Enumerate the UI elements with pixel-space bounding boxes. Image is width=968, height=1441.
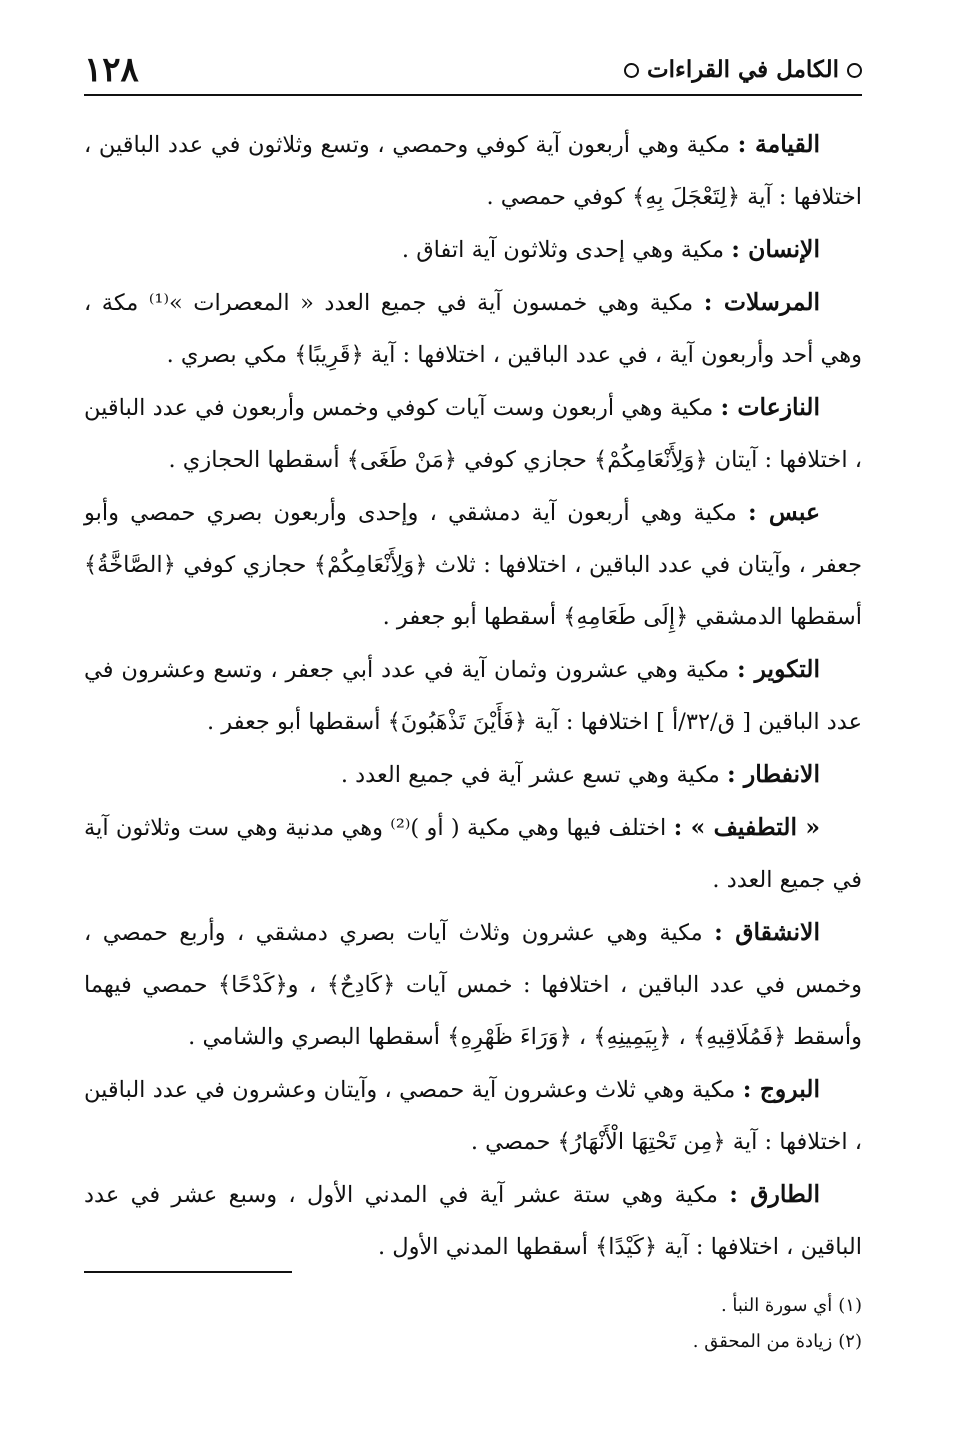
page-number: ١٢٨ <box>84 50 139 90</box>
page-header <box>84 50 862 90</box>
surah-description: مكية وهي ثلاث وعشرون آية حمصي ، وآيتان وعشرون في عدد الباقين ، اختلافها : آية ﴿مِن تَحْتِهَا الْأَنْهَارُ﴾ حمصي . <box>84 1077 862 1155</box>
circle-ornament-icon <box>624 63 639 78</box>
surah-description: مكية وهي عشرون وثلاث آيات بصري دمشقي ، وأربع حمصي ، وخمس في عدد الباقين ، اختلافها : خمس آيات ﴿كَادِحٌ﴾ ، و﴿كَدْحًا﴾ حمصي فيهما وأسقط ﴿فَمُلَاقِيهِ﴾ ، ﴿بِيَمِينِهِ﴾ ، ﴿وَرَاءَ ظَهْرِهِ﴾ أسقطها البصري والشامي . <box>84 920 862 1050</box>
surah-description: مكية وهي أربعون آية دمشقي ، وإحدى وأربعون بصري حمصي وأبو جعفر ، وآيتان في عدد الباقين ، اختلافها : ثلاث ﴿وَلِأَنْعَامِكُمْ﴾ حجازي كوفي ﴿الصَّاخَّةُ﴾ أسقطها الدمشقي ﴿إِلَى طَعَامِهِ﴾ أسقطها أبو جعفر . <box>84 500 862 630</box>
surah-name: المرسلات : <box>703 288 821 316</box>
surah-description: مكية وهي إحدى وثلاثون آية اتفاق . <box>401 237 725 263</box>
surah-description: اختلف فيها وهي مكية ( أو )⁽²⁾ وهي مدنية وهي ست وثلاثون آية في جميع العدد . <box>84 815 862 893</box>
footnote-text: أي سورة النبأ . <box>720 1295 833 1316</box>
running-title-text: الكامل في القراءات <box>647 56 839 83</box>
surah-description: مكية وهي تسع عشر آية في جميع العدد . <box>340 762 720 788</box>
surah-entry <box>84 906 862 1063</box>
surah-entry <box>84 381 862 486</box>
surah-entry <box>84 118 862 223</box>
surah-description: مكية وهي أربعون آية كوفي وحمصي ، وتسع وثلاثون في عدد الباقين ، اختلافها : آية ﴿لِتَعْجَلَ بِهِ﴾ كوفي حمصي . <box>84 132 862 210</box>
header-rule <box>84 94 862 96</box>
surah-description: مكية وهي خمسون آية في جميع العدد « المعصرات »⁽¹⁾ مكة ، وهي أحد وأربعون آية ، في عدد الباقين ، اختلافها : آية ﴿قَرِيبًا﴾ مكي بصري . <box>84 290 862 368</box>
surah-name: الطارق : <box>729 1180 820 1208</box>
surah-entry <box>84 1063 862 1168</box>
surah-entry <box>84 486 862 643</box>
surah-name: الانشقاق : <box>714 918 820 946</box>
footnote-item <box>84 1324 862 1360</box>
surah-entry <box>84 801 862 906</box>
surah-entry <box>84 748 862 801</box>
footnote-separator <box>84 1271 292 1273</box>
surah-entry <box>84 223 862 276</box>
main-text <box>84 118 862 1273</box>
footnote-mark: (١) <box>838 1295 862 1316</box>
surah-entry <box>84 1168 862 1273</box>
surah-entry <box>84 276 862 381</box>
surah-name: البروج : <box>742 1075 820 1103</box>
surah-name: « التطفيف » : <box>673 813 821 841</box>
surah-name: عبس : <box>748 498 820 526</box>
surah-name: النازعات : <box>720 393 820 421</box>
surah-description: مكية وهي ستة عشر آية في المدني الأول ، وسبع عشر في عدد الباقين ، اختلافها : آية ﴿كَيْدًا﴾ أسقطها المدني الأول . <box>84 1182 862 1260</box>
footnote-mark: (٢) <box>838 1331 862 1352</box>
surah-description: مكية وهي أربعون وست آيات كوفي وخمس وأربعون في عدد الباقين ، اختلافها : آيتان ﴿وَلِأَنْعَامِكُمْ﴾ حجازي كوفي ﴿مَنْ طَغَى﴾ أسقطها الحجازي . <box>84 395 862 473</box>
footnotes <box>84 1288 862 1360</box>
surah-entry <box>84 643 862 748</box>
book-page <box>84 0 862 1441</box>
circle-ornament-icon <box>847 63 862 78</box>
surah-name: الإنسان : <box>731 235 820 263</box>
footnote-text: زيادة من المحقق . <box>692 1331 833 1352</box>
surah-description: مكية وهي عشرون وثمان آية في عدد أبي جعفر ، وتسع وعشرون في عدد الباقين [ ق/٣٢/أ ] اختلافها : آية ﴿فَأَيْنَ تَذْهَبُونَ﴾ أسقطها أبو جعفر . <box>84 657 862 735</box>
surah-name: القيامة : <box>737 130 821 158</box>
footnote-item <box>84 1288 862 1324</box>
surah-name: التكوير : <box>737 655 820 683</box>
surah-name: الانفطار : <box>726 760 820 788</box>
running-title <box>624 50 862 90</box>
